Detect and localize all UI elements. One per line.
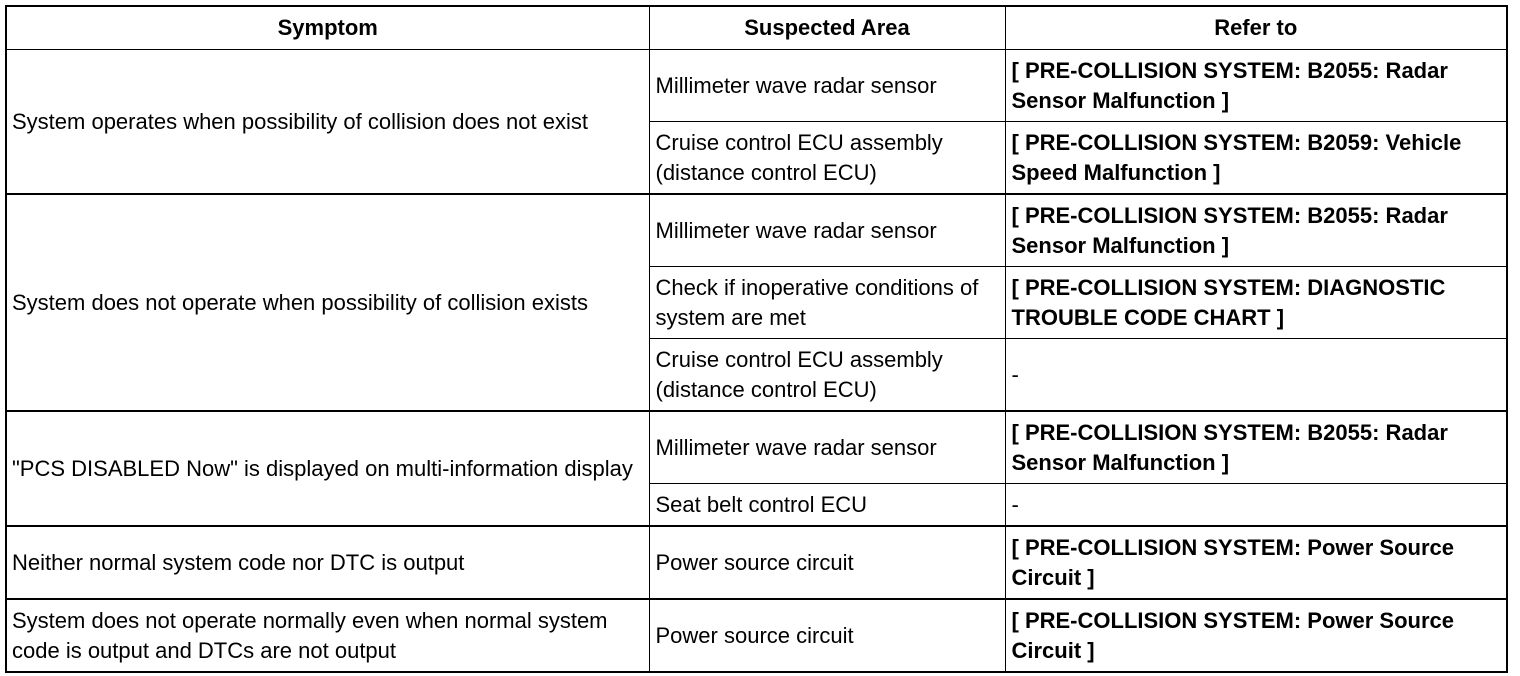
symptom-cell: Neither normal system code nor DTC is output: [6, 526, 649, 599]
refer-to-link[interactable]: [ PRE-COLLISION SYSTEM: Power Source Circuit ]: [1005, 599, 1507, 672]
suspected-area-cell: Cruise control ECU assembly (distance control ECU): [649, 122, 1005, 195]
table-row: [6, 194, 1507, 267]
table-row: [6, 599, 1507, 672]
suspected-area-cell: Millimeter wave radar sensor: [649, 194, 1005, 267]
suspected-area-cell: Millimeter wave radar sensor: [649, 50, 1005, 122]
refer-to-link[interactable]: [ PRE-COLLISION SYSTEM: B2059: Vehicle Speed Malfunction ]: [1005, 122, 1507, 195]
header-suspected-area: Suspected Area: [649, 6, 1005, 50]
refer-to-cell: -: [1005, 339, 1507, 412]
refer-to-link[interactable]: [ PRE-COLLISION SYSTEM: DIAGNOSTIC TROUBLE CODE CHART ]: [1005, 267, 1507, 339]
suspected-area-cell: Power source circuit: [649, 526, 1005, 599]
symptom-table: [5, 5, 1508, 673]
refer-to-link[interactable]: [ PRE-COLLISION SYSTEM: B2055: Radar Sensor Malfunction ]: [1005, 194, 1507, 267]
suspected-area-cell: Seat belt control ECU: [649, 484, 1005, 527]
refer-to-link[interactable]: [ PRE-COLLISION SYSTEM: Power Source Circuit ]: [1005, 526, 1507, 599]
header-row: [6, 6, 1507, 50]
refer-to-cell: -: [1005, 484, 1507, 527]
table-row: [6, 50, 1507, 122]
symptom-cell: System does not operate normally even when normal system code is output and DTCs are not output: [6, 599, 649, 672]
header-refer-to: Refer to: [1005, 6, 1507, 50]
refer-to-link[interactable]: [ PRE-COLLISION SYSTEM: B2055: Radar Sensor Malfunction ]: [1005, 50, 1507, 122]
symptom-cell: System does not operate when possibility of collision exists: [6, 194, 649, 411]
table-row: [6, 411, 1507, 484]
suspected-area-cell: Cruise control ECU assembly (distance control ECU): [649, 339, 1005, 412]
header-symptom: Symptom: [6, 6, 649, 50]
suspected-area-cell: Millimeter wave radar sensor: [649, 411, 1005, 484]
refer-to-link[interactable]: [ PRE-COLLISION SYSTEM: B2055: Radar Sensor Malfunction ]: [1005, 411, 1507, 484]
suspected-area-cell: Check if inoperative conditions of system are met: [649, 267, 1005, 339]
symptom-cell: "PCS DISABLED Now" is displayed on multi-information display: [6, 411, 649, 526]
table-row: [6, 526, 1507, 599]
symptom-cell: System operates when possibility of collision does not exist: [6, 50, 649, 195]
suspected-area-cell: Power source circuit: [649, 599, 1005, 672]
